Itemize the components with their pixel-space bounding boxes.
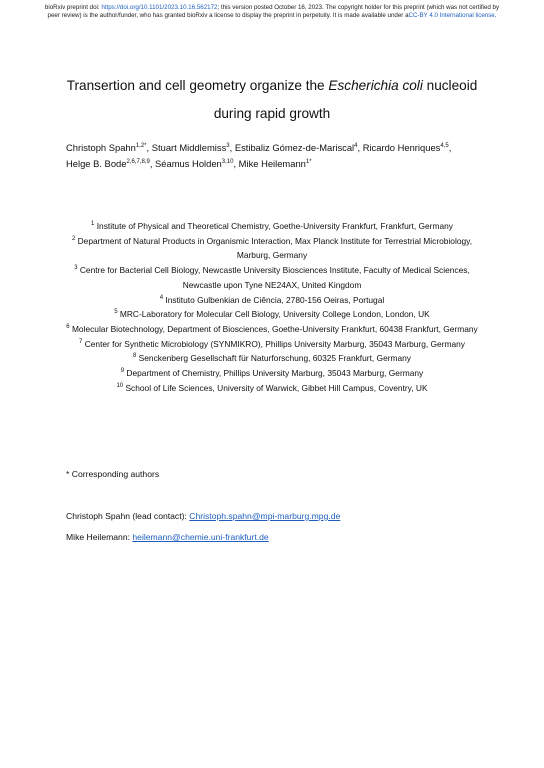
affiliation-number: 7: [79, 338, 83, 345]
license-link[interactable]: CC-BY 4.0 International license: [408, 12, 495, 19]
corresponding-note: * Corresponding authors: [66, 469, 160, 479]
author-affiliation-sup: 1*: [305, 159, 312, 165]
affiliation-number: 3: [74, 265, 78, 272]
author-affiliation-sup: 3: [226, 143, 230, 149]
author: [152, 142, 235, 153]
title-line-1: [30, 72, 514, 100]
contact-line: [66, 532, 269, 542]
affiliation-item: [66, 263, 478, 292]
affiliation-text: School of Life Sciences, University of Warwick, Gibbet Hill Campus, Coventry, UK: [125, 382, 428, 393]
paper-title: [30, 72, 514, 128]
affiliation-item: [66, 381, 478, 396]
author-separator: ,: [229, 142, 235, 153]
affiliation-text: Institute of Physical and Theoretical Chemistry, Goethe-University Frankfurt, Frankfurt, Germany: [96, 221, 453, 231]
author-affiliation-sup: 2,6,7,8,9: [126, 159, 150, 165]
affiliation-item: [66, 307, 478, 322]
author: [363, 142, 452, 153]
affiliation-number: 1: [91, 221, 95, 227]
author: [239, 158, 312, 169]
author-separator: ,: [357, 142, 363, 153]
affiliation-item: [66, 234, 478, 263]
affiliation-item: [66, 366, 478, 381]
author-name: Stuart Middlemiss: [151, 142, 227, 153]
affiliation-number: 9: [120, 368, 125, 375]
title-species-italic: Escherichia coli: [328, 78, 423, 93]
affiliation-number: 10: [116, 382, 124, 389]
contact-line-lead: [66, 511, 340, 521]
affiliation-text: Centre for Bacterial Cell Biology, Newcastle University Biosciences Institute, Faculty of Medical Sciences, Newcastle upon Tyne NE24AX, United Kingdom: [79, 265, 470, 290]
affiliation-text: MRC-Laboratory for Molecular Cell Biology, University College London, London, UK: [119, 309, 430, 320]
author-name: Séamus Holden: [155, 158, 222, 169]
affiliation-item: [66, 351, 478, 366]
author-separator: ,: [448, 142, 452, 153]
author-list: [66, 140, 486, 172]
author-affiliation-sup: 1,2*: [135, 143, 147, 149]
affiliation-number: 5: [114, 309, 118, 316]
affiliation-number: 2: [71, 235, 76, 242]
affiliation-text: Instituto Gulbenkian de Ciência, 2780-156 Oeiras, Portugal: [165, 294, 385, 305]
affiliation-number: 6: [66, 323, 70, 330]
title-text-after: nucleoid: [422, 78, 478, 93]
affiliation-number: 4: [159, 294, 164, 301]
banner-text-1: bioRxiv preprint doi:: [44, 4, 102, 11]
banner-text-2: ; this version posted October 16, 2023. The copyright holder for this preprint (which was not certified by peer review) is the author/funder, who has granted bioRxiv a license to display the preprint in perpetuity. It is made available under a: [47, 4, 500, 19]
author-affiliation-sup: 3,10: [221, 159, 234, 165]
affiliation-text: Department of Natural Products in Organismic Interaction, Max Planck Institute for Terrestrial Microbiology, Marburg, Germany: [77, 235, 473, 261]
author-separator: ,: [146, 142, 152, 153]
affiliation-text: Molecular Biotechnology, Department of Biosciences, Goethe-University Frankfurt, 60438 Frankfurt, Germany: [71, 323, 478, 334]
banner-text-3: .: [494, 12, 497, 19]
title-text-before: Transertion and cell geometry organize the: [66, 78, 329, 93]
author: [155, 158, 239, 169]
author-name: Helge B. Bode: [66, 158, 127, 169]
author-name: Ricardo Henriques: [362, 142, 441, 153]
author: [66, 142, 152, 153]
author-name: Christoph Spahn: [66, 142, 136, 153]
affiliation-number: 8: [133, 353, 137, 360]
title-line-2: during rapid growth: [213, 106, 331, 121]
preprint-banner: [40, 4, 504, 20]
contact-email-link[interactable]: Christoph.spahn@mpi-marburg.mpg.de: [189, 511, 341, 521]
author-separator: ,: [149, 158, 156, 169]
contact-label: Christoph Spahn (lead contact):: [66, 511, 190, 521]
affiliation-item: [66, 293, 478, 308]
affiliation-text: Center for Synthetic Microbiology (SYNMIKRO), Phillips University Marburg, 35043 Marburg, Germany: [84, 338, 465, 349]
author-affiliation-sup: 4,5: [440, 143, 449, 149]
affiliation-item: [66, 337, 478, 352]
affiliation-item: [66, 322, 478, 337]
author-name: Mike Heilemann: [238, 158, 306, 169]
affiliation-list: [66, 219, 478, 395]
author-affiliation-sup: 4: [354, 143, 358, 149]
author: [235, 142, 363, 153]
author: [66, 158, 155, 169]
affiliation-text: Senckenberg Gesellschaft für Naturforschung, 60325 Frankfurt, Germany: [138, 353, 411, 364]
affiliation-item: [66, 219, 478, 234]
contact-email-link[interactable]: heilemann@chemie.uni-frankfurt.de: [132, 532, 269, 542]
author-name: Estibaliz Gómez-de-Mariscal: [234, 142, 355, 153]
affiliation-text: Department of Chemistry, Phillips University Marburg, 35043 Marburg, Germany: [126, 368, 424, 379]
contact-label: Mike Heilemann:: [66, 532, 133, 542]
doi-link[interactable]: https://doi.org/10.1101/2023.10.16.562172: [101, 4, 218, 11]
author-separator: ,: [233, 158, 239, 169]
